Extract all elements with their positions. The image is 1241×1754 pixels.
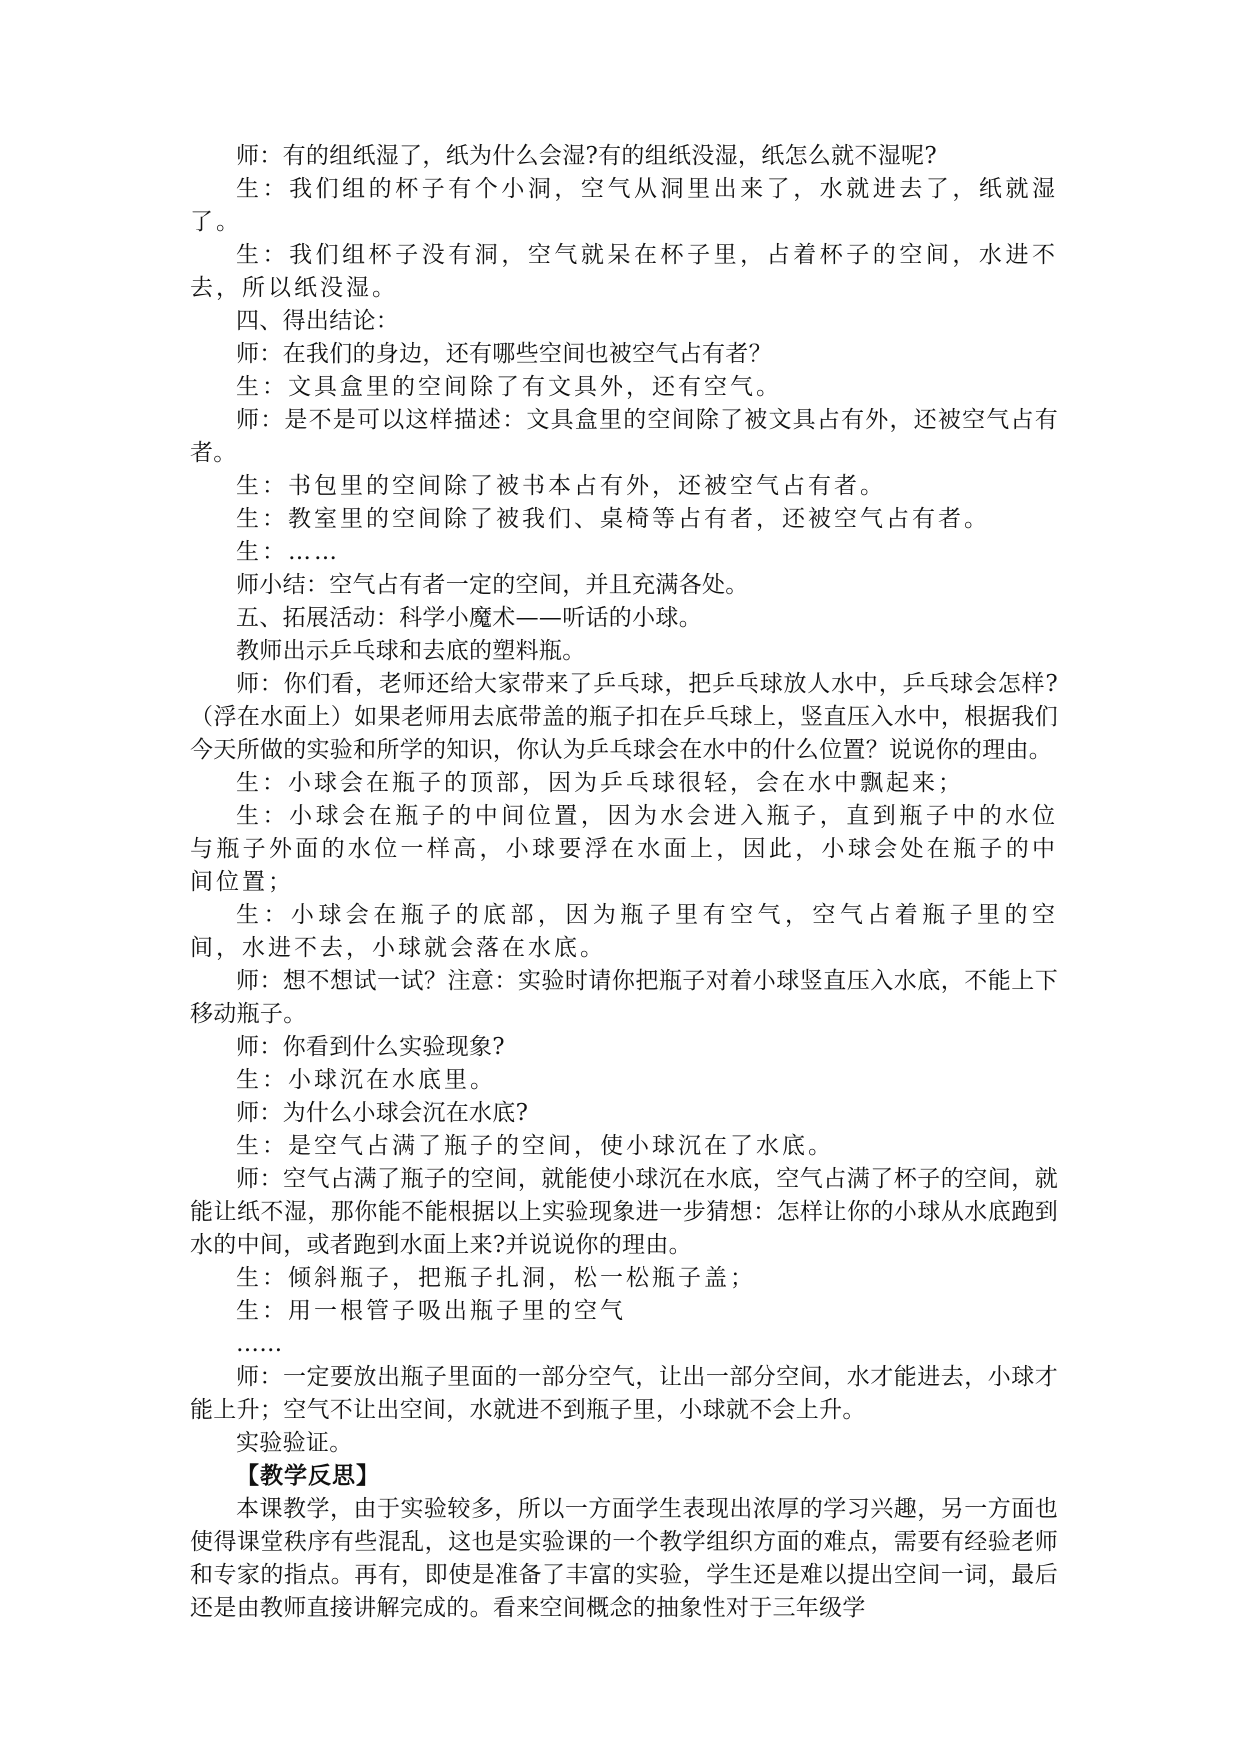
paragraph: 生：小球沉在水底里。 <box>236 1067 496 1093</box>
paragraph: 师：一定要放出瓶子里面的一部分空气，让出一部分空间，水才能进去，小球才能上升；空气不让出空间，水就进不到瓶子里，小球就不会上升。 <box>190 1364 1058 1423</box>
paragraph: 师：是不是可以这样描述：文具盒里的空间除了被文具占有外，还被空气占有者。 <box>190 407 1058 466</box>
paragraph: 师：你们看，老师还给大家带来了乒乓球，把乒乓球放人水中，乒乓球会怎样?（浮在水面上）如果老师用去底带盖的瓶子扣在乒乓球上，竖直压入水中，根据我们今天所做的实验和所学的知识，你认为乒乓球会在水中的什么位置？说说你的理由。 <box>190 671 1058 763</box>
paragraph: 生：文具盒里的空间除了有文具外，还有空气。 <box>236 374 782 400</box>
paragraph: 生：倾斜瓶子，把瓶子扎洞，松一松瓶子盖； <box>236 1265 756 1291</box>
paragraph: 师：在我们的身边，还有哪些空间也被空气占有者？ <box>236 341 772 367</box>
paragraph: 四、得出结论： <box>236 308 400 334</box>
paragraph: 实验验证。 <box>236 1430 353 1456</box>
reflection-body: 本课教学，由于实验较多，所以一方面学生表现出浓厚的学习兴趣，另一方面也使得课堂秩序有些混乱，这也是实验课的一个教学组织方面的难点，需要有经验老师和专家的指点。再有，即使是准备了丰富的实验，学生还是难以提出空间一词，最后还是由教师直接讲解完成的。看来空间概念的抽象性对于三年级学 <box>190 1496 1058 1621</box>
paragraph: 生：书包里的空间除了被书本占有外，还被空气占有者。 <box>236 473 886 499</box>
paragraph: 师：你看到什么实验现象? <box>236 1034 505 1060</box>
paragraph: 师：为什么小球会沉在水底? <box>236 1100 529 1126</box>
paragraph: 五、拓展活动：科学小魔术——听话的小球。 <box>236 605 702 631</box>
paragraph: 生：我们组杯子没有洞，空气就呆在杯子里，占着杯子的空间，水进不去，所以纸没湿。 <box>190 242 1058 301</box>
paragraph: …… <box>236 1331 283 1357</box>
paragraph: 师小结：空气占有者一定的空间，并且充满各处。 <box>236 572 749 598</box>
paragraph: 师：有的组纸湿了，纸为什么会湿?有的组纸没湿，纸怎么就不湿呢? <box>236 143 937 169</box>
reflection-heading: 【教学反思】 <box>236 1463 380 1489</box>
document-page <box>190 140 1058 1625</box>
paragraph: 生：用一根管子吸出瓶子里的空气 <box>236 1298 626 1324</box>
paragraph: 生：小球会在瓶子的顶部，因为乒乓球很轻，会在水中飘起来； <box>236 770 964 796</box>
dialogue-section <box>190 140 1058 1460</box>
paragraph: 生：是空气占满了瓶子的空间，使小球沉在了水底。 <box>236 1133 834 1159</box>
paragraph: 生：教室里的空间除了被我们、桌椅等占有者，还被空气占有者。 <box>236 506 990 532</box>
paragraph: 教师出示乒乓球和去底的塑料瓶。 <box>236 638 586 664</box>
paragraph: 师：空气占满了瓶子的空间，就能使小球沉在水底，空气占满了杯子的空间，就能让纸不湿，那你能不能根据以上实验现象进一步猜想：怎样让你的小球从水底跑到水的中间，或者跑到水面上来?并说说你的理由。 <box>190 1166 1058 1258</box>
paragraph: 生：小球会在瓶子的底部，因为瓶子里有空气，空气占着瓶子里的空间，水进不去，小球就会落在水底。 <box>190 902 1058 961</box>
paragraph: 师：想不想试一试？注意：实验时请你把瓶子对着小球竖直压入水底，不能上下移动瓶子。 <box>190 968 1058 1027</box>
paragraph: 生：我们组的杯子有个小洞，空气从洞里出来了，水就进去了，纸就湿了。 <box>190 176 1058 235</box>
paragraph: 生：…… <box>236 539 340 565</box>
paragraph: 生：小球会在瓶子的中间位置，因为水会进入瓶子，直到瓶子中的水位与瓶子外面的水位一样高，小球要浮在水面上，因此，小球会处在瓶子的中间位置； <box>190 803 1058 895</box>
